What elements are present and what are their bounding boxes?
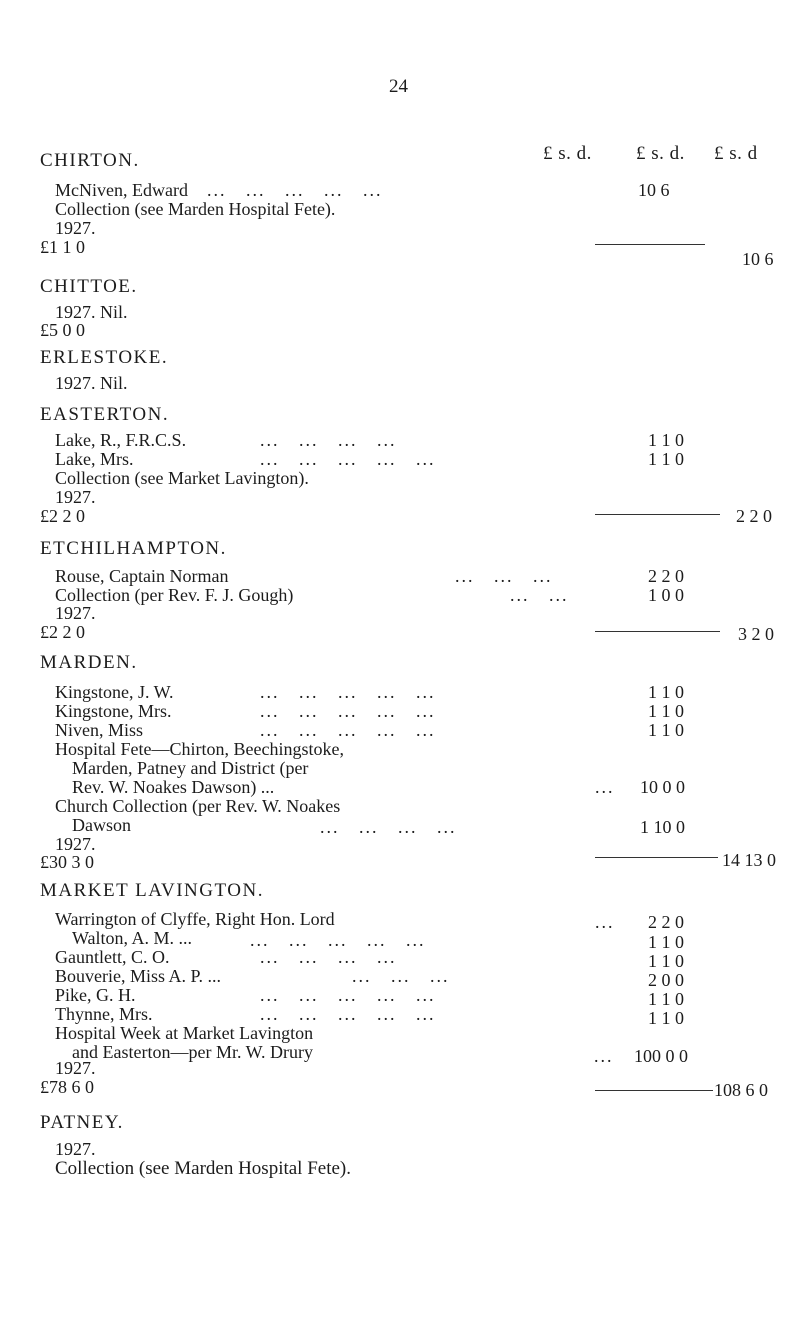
entry-amount: 1 1 0 [648, 430, 684, 450]
leader-dots: ... [594, 1046, 614, 1066]
section-title-marden: MARDEN. [40, 652, 138, 673]
total-rule [595, 857, 718, 858]
entry-name: Church Collection (per Rev. W. Noakes [55, 796, 341, 816]
entry-name-cont: Dawson [72, 815, 131, 835]
section-title-erlestoke: ERLESTOKE. [40, 347, 169, 368]
total-rule [595, 631, 720, 632]
total-rule [595, 244, 705, 245]
leader-dots: ... ... ... ... ... [260, 1004, 436, 1024]
entry-amount: 10 6 [638, 180, 670, 200]
section-total: 10 6 [742, 249, 774, 269]
entry-name: Gauntlett, C. O. [55, 947, 170, 967]
leader-dots: ... [595, 777, 615, 797]
entry-name: Lake, R., F.R.C.S. [55, 430, 187, 450]
previous-year-amount: £78 6 0 [40, 1077, 94, 1097]
entry-name: Thynne, Mrs. [55, 1004, 153, 1024]
year-label: 1927. [55, 1058, 96, 1078]
entry-name: Niven, Miss [55, 720, 144, 740]
previous-year-amount: £2 2 0 [40, 506, 85, 526]
leader-dots: ... ... ... ... ... [260, 985, 436, 1005]
entry-name: Hospital Fete—Chirton, Beechingstoke, [55, 739, 344, 759]
leader-dots: ... ... ... ... ... [207, 180, 383, 200]
section-title-patney: PATNEY. [40, 1112, 124, 1133]
entry-amount: 1 1 0 [648, 449, 684, 469]
section-title-etchilhampton: ETCHILHAMPTON. [40, 538, 227, 559]
previous-year-amount: £2 2 0 [40, 622, 85, 642]
entry-name-cont: and Easterton—per Mr. W. Drury [72, 1042, 313, 1062]
entry-amount: 2 2 0 [648, 566, 684, 586]
previous-year-amount: £5 0 0 [40, 320, 85, 340]
previous-year-amount: £30 3 0 [40, 852, 94, 872]
entry-name: Collection (see Marden Hospital Fete). [55, 199, 336, 219]
entry-amount: 1 1 0 [648, 932, 684, 952]
leader-dots: ... ... ... ... [260, 430, 397, 450]
leader-dots: ... ... ... ... [320, 817, 457, 837]
section-title-chittoe: CHITTOE. [40, 276, 138, 297]
entry-name: Collection (see Market Lavington). [55, 468, 309, 488]
leader-dots: ... ... ... ... ... [260, 720, 436, 740]
leader-dots: ... ... ... [455, 566, 553, 586]
leader-dots: ... ... ... ... ... [260, 449, 436, 469]
entry-name: Hospital Week at Market Lavington [55, 1023, 314, 1043]
section-title-chirton: CHIRTON. [40, 150, 140, 171]
entry-amount: 1 0 0 [648, 585, 684, 605]
section-total: 14 13 0 [722, 850, 776, 870]
entry-amount: 1 10 0 [640, 817, 685, 837]
entry-name: Bouverie, Miss A. P. ... [55, 966, 222, 986]
entry-amount: 2 0 0 [648, 970, 684, 990]
entry-amount: 10 0 0 [640, 777, 685, 797]
leader-dots: ... ... ... [352, 966, 450, 986]
section-total: 3 2 0 [738, 624, 774, 644]
year-nil: 1927. Nil. [55, 302, 128, 322]
section-total: 108 6 0 [714, 1080, 768, 1100]
section-total: 2 2 0 [736, 506, 772, 526]
entry-name: Kingstone, J. W. [55, 682, 174, 702]
entry-name: Rouse, Captain Norman [55, 566, 229, 586]
entry-name: Lake, Mrs. [55, 449, 134, 469]
entry-name-cont: Marden, Patney and District (per [72, 758, 309, 778]
column-header-1: £ s. d. [543, 143, 592, 164]
entry-name-cont: Rev. W. Noakes Dawson) ... [72, 777, 275, 797]
entry-name: Collection (per Rev. F. J. Gough) [55, 585, 294, 605]
entry-amount: 1 1 0 [648, 720, 684, 740]
year-nil: 1927. Nil. [55, 373, 128, 393]
entry-name: Warrington of Clyffe, Right Hon. Lord [55, 909, 335, 929]
total-rule [595, 1090, 713, 1091]
leader-dots: ... [595, 912, 615, 932]
section-title-market-lavington: MARKET LAVINGTON. [40, 880, 264, 901]
entry-amount: 1 1 0 [648, 1008, 684, 1028]
entry-name: Collection (see Marden Hospital Fete). [55, 1158, 352, 1179]
entry-amount: 1 1 0 [648, 951, 684, 971]
entry-name: Pike, G. H. [55, 985, 136, 1005]
entry-name: McNiven, Edward [55, 180, 188, 200]
entry-amount: 100 0 0 [634, 1046, 688, 1066]
leader-dots: ... ... ... ... [260, 947, 397, 967]
leader-dots: ... ... ... ... ... [260, 682, 436, 702]
entry-amount: 1 1 0 [648, 701, 684, 721]
year-label: 1927. [55, 834, 96, 854]
column-header-3: £ s. d [714, 143, 758, 164]
leader-dots: ... ... ... ... ... [260, 701, 436, 721]
leader-dots: ... ... ... ... ... [250, 930, 426, 950]
year-label: 1927. [55, 487, 96, 507]
entry-amount: 2 2 0 [648, 912, 684, 932]
entry-amount: 1 1 0 [648, 989, 684, 1009]
leader-dots: ... ... [510, 585, 569, 605]
year-label: 1927. [55, 1139, 96, 1159]
column-header-2: £ s. d. [636, 143, 685, 164]
previous-year-amount: £1 1 0 [40, 237, 85, 257]
entry-name: Kingstone, Mrs. [55, 701, 172, 721]
section-title-easterton: EASTERTON. [40, 404, 170, 425]
year-label: 1927. [55, 603, 96, 623]
entry-name-cont: Walton, A. M. ... [72, 928, 193, 948]
total-rule [595, 514, 720, 515]
entry-amount: 1 1 0 [648, 682, 684, 702]
page-number: 24 [389, 76, 408, 97]
year-label: 1927. [55, 218, 96, 238]
